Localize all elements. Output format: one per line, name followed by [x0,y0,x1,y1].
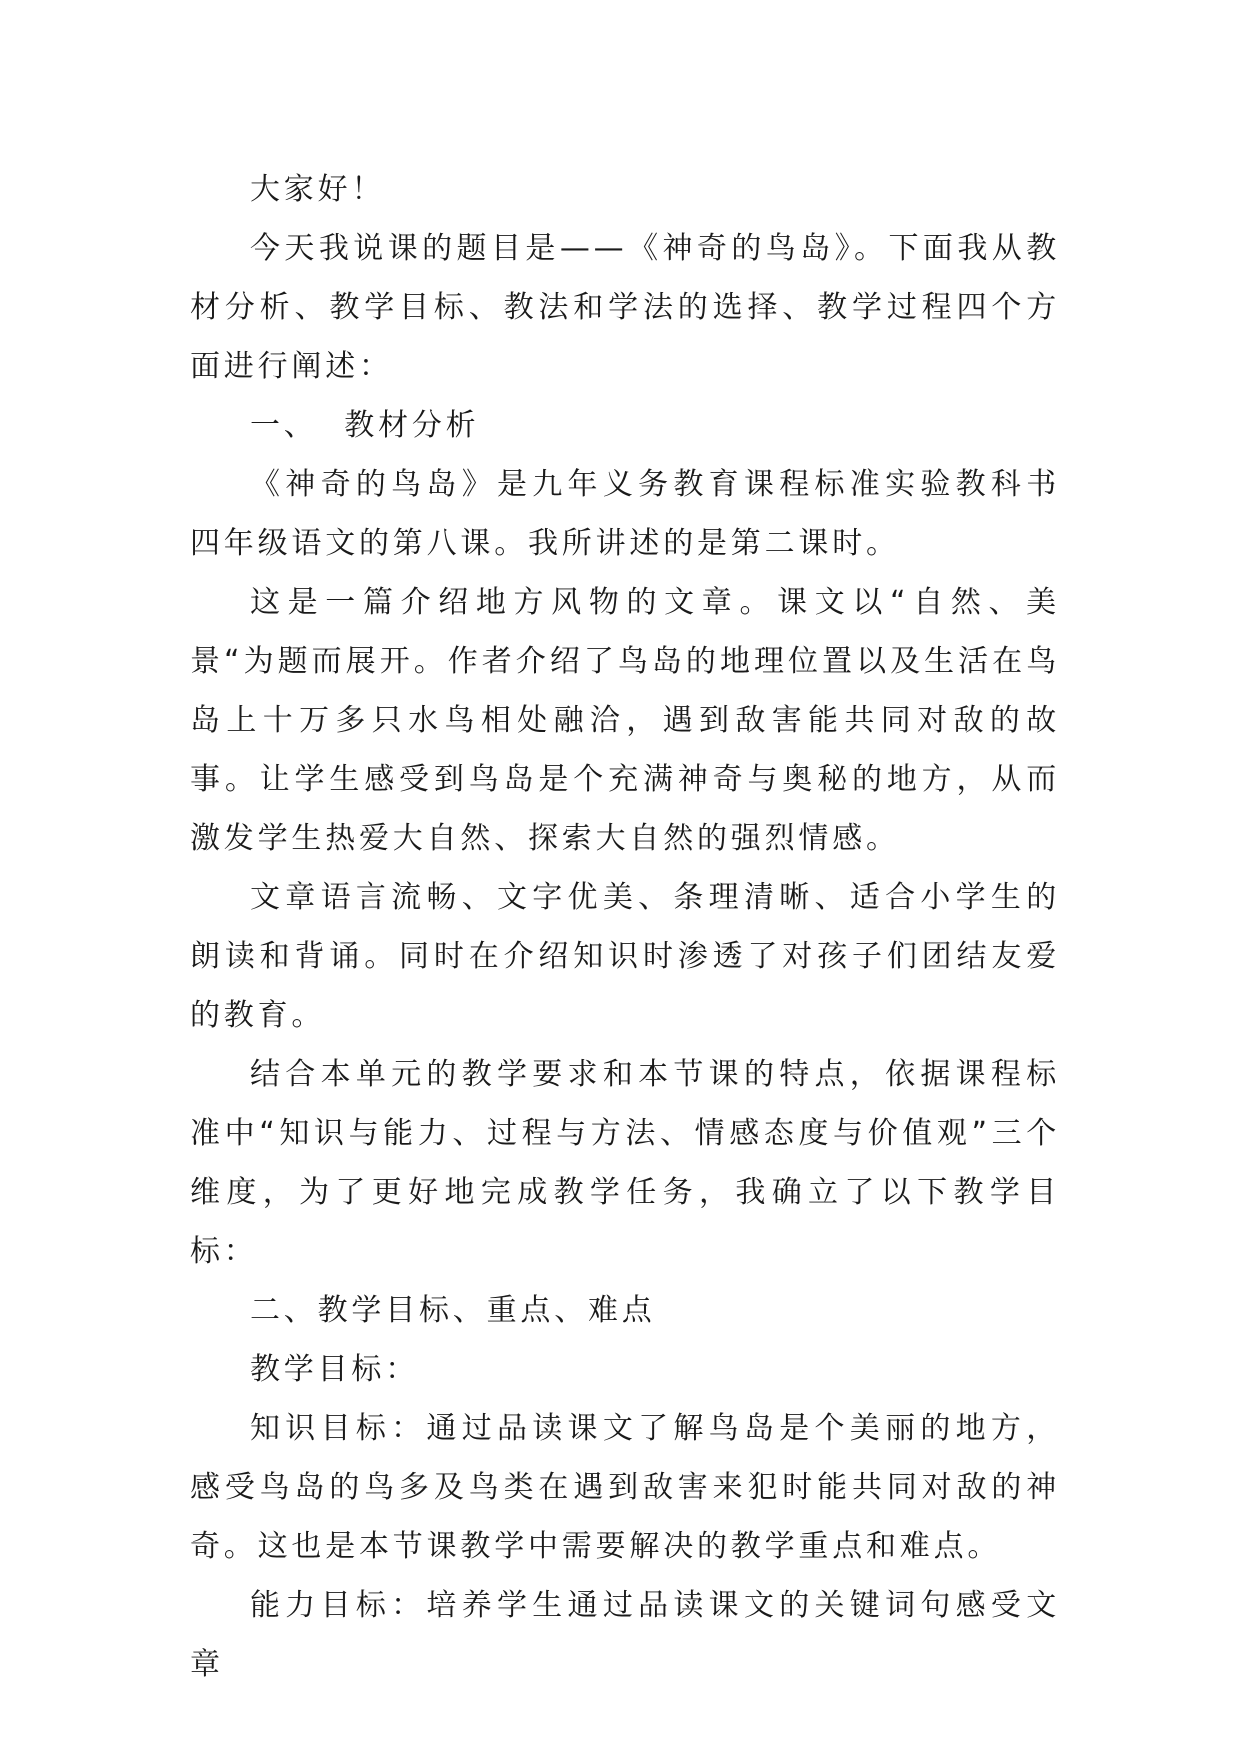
label-teaching-objectives: 教学目标： [250,1352,419,1387]
paragraph-objectives-basis: 结合本单元的教学要求和本节课的特点，依据课程标准中“知识与能力、过程与方法、情感态度与价值观”三个维度，为了更好地完成教学任务，我确立了以下教学目标： [190,1057,1060,1269]
section-heading-objectives: 二、教学目标、重点、难点 [250,1293,656,1328]
greeting-paragraph: 大家好！ [250,172,386,207]
document-body [190,160,1060,1694]
paragraph-article-content: 这是一篇介绍地方风物的文章。课文以“自然、美景“为题而展开。作者介绍了鸟岛的地理位置以及生活在鸟岛上十万多只水鸟相处融洽，遇到敌害能共同对敌的故事。让学生感受到鸟岛是个充满神奇与奥秘的地方，从而激发学生热爱大自然、探索大自然的强烈情感。 [190,585,1060,856]
paragraph-ability-objective: 能力目标：培养学生通过品读课文的关键词句感受文章 [190,1588,1060,1682]
paragraph-textbook-source: 《神奇的鸟岛》是九年义务教育课程标准实验教科书四年级语文的第八课。我所讲述的是第二课时。 [190,467,1060,561]
paragraph-knowledge-objective: 知识目标：通过品读课文了解鸟岛是个美丽的地方，感受鸟岛的鸟多及鸟类在遇到敌害来犯时能共同对敌的神奇。这也是本节课教学中需要解决的教学重点和难点。 [190,1411,1060,1564]
paragraph-article-language: 文章语言流畅、文字优美、条理清晰、适合小学生的朗读和背诵。同时在介绍知识时渗透了对孩子们团结友爱的教育。 [190,880,1060,1033]
section-heading-textbook-analysis: 一、 教材分析 [250,408,480,443]
intro-paragraph: 今天我说课的题目是——《神奇的鸟岛》。下面我从教材分析、教学目标、教法和学法的选择、教学过程四个方面进行阐述： [190,231,1060,384]
